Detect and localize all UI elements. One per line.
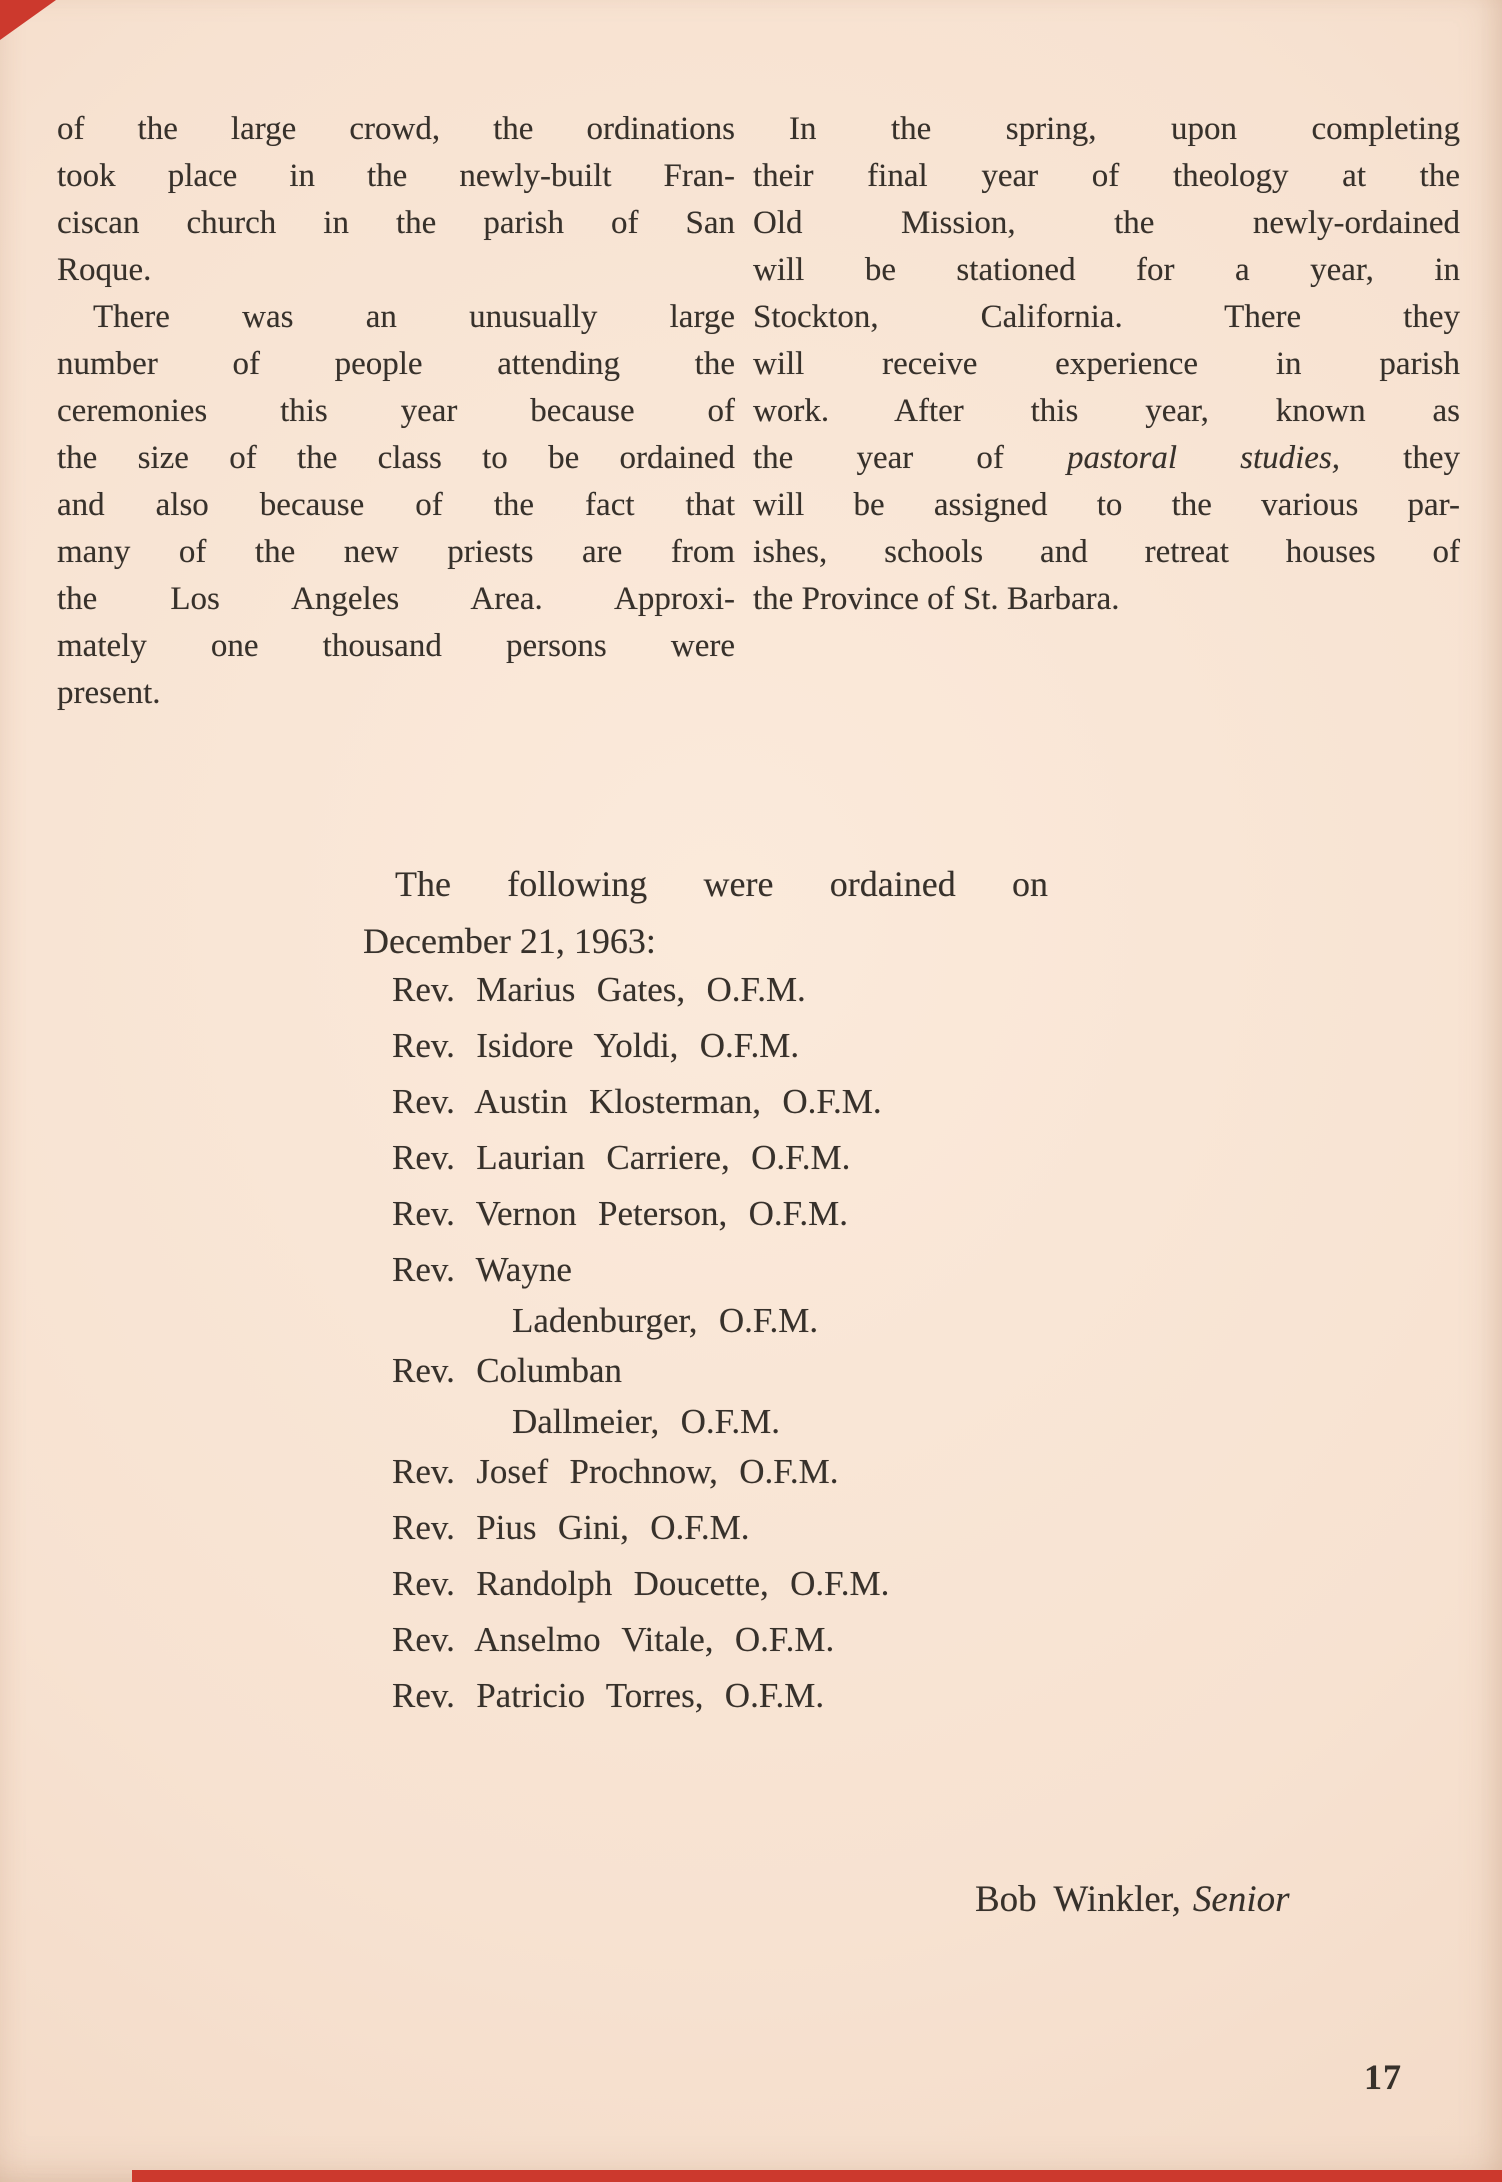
text-line: of the large crowd, the ordinations <box>57 111 735 147</box>
ordained-name <box>392 1668 1152 1724</box>
ordained-name <box>392 1186 1152 1242</box>
name-line: Rev. Laurian Carriere, O.F.M. <box>392 1138 851 1177</box>
text-line: the size of the class to be ordained <box>57 440 735 476</box>
name-line: Rev. Austin Klosterman, O.F.M. <box>392 1082 882 1121</box>
name-line: Rev. Randolph Doucette, O.F.M. <box>392 1564 890 1603</box>
text-line: the Los Angeles Area. Approxi- <box>57 581 735 617</box>
name-line: Rev. Vernon Peterson, O.F.M. <box>392 1194 848 1233</box>
ordained-name <box>392 1130 1152 1186</box>
text-line: There was an unusually large <box>93 299 735 335</box>
byline-name: Bob Winkler, <box>975 1879 1181 1920</box>
name-line: Rev. Wayne <box>392 1250 572 1289</box>
ordained-name <box>392 1612 1152 1668</box>
byline-title: Senior <box>1192 1879 1290 1920</box>
name-line: Rev. Columban <box>392 1351 623 1390</box>
ordination-intro <box>363 856 1048 970</box>
name-line: Rev. Josef Prochnow, O.F.M. <box>392 1452 839 1491</box>
text-line: the year of pastoral studies, they <box>753 440 1460 476</box>
name-continuation-line: Dallmeier, O.F.M. <box>512 1402 780 1441</box>
text-segment: pastoral studies, <box>1066 440 1341 476</box>
text-line: present. <box>57 675 161 711</box>
byline <box>975 1878 1290 1921</box>
name-line: Rev. Isidore Yoldi, O.F.M. <box>392 1026 800 1065</box>
text-line: many of the new priests are from <box>57 534 735 570</box>
text-line: Roque. <box>57 252 152 288</box>
ordained-name <box>392 1500 1152 1556</box>
ordained-name <box>392 1444 1152 1500</box>
ordained-name <box>392 1018 1152 1074</box>
text-line: mately one thousand persons were <box>57 628 735 664</box>
page-number: 17 <box>1364 2057 1402 2097</box>
ordained-name <box>392 962 1152 1018</box>
text-line: ishes, schools and retreat houses of <box>753 534 1460 570</box>
text-line: number of people attending the <box>57 346 735 382</box>
ordination-roster <box>392 962 1152 1724</box>
ordained-name <box>392 1242 1152 1343</box>
name-line: Rev. Marius Gates, O.F.M. <box>392 970 806 1009</box>
text-line: the Province of St. Barbara. <box>753 581 1120 617</box>
text-line: took place in the newly-built Fran- <box>57 158 735 194</box>
ordained-name <box>392 1343 1152 1444</box>
text-line: will be assigned to the various par- <box>753 487 1460 523</box>
text-line: Old Mission, the newly-ordained <box>753 205 1460 241</box>
left-column <box>57 106 735 717</box>
name-line: Rev. Anselmo Vitale, O.F.M. <box>392 1620 835 1659</box>
text-line: their final year of theology at the <box>753 158 1460 194</box>
text-line: In the spring, upon completing <box>789 111 1460 147</box>
name-line: Rev. Pius Gini, O.F.M. <box>392 1508 750 1547</box>
text-line: will receive experience in parish <box>753 346 1460 382</box>
ordained-name <box>392 1556 1152 1612</box>
text-line: ceremonies this year because of <box>57 393 735 429</box>
right-column <box>753 106 1460 717</box>
name-continuation-line: Ladenburger, O.F.M. <box>512 1301 819 1340</box>
ordained-name <box>392 1074 1152 1130</box>
name-line: Rev. Patricio Torres, O.F.M. <box>392 1676 825 1715</box>
text-line: ciscan church in the parish of San <box>57 205 735 241</box>
article-body <box>57 106 1460 717</box>
text-line: Stockton, California. There they <box>753 299 1460 335</box>
text-line: will be stationed for a year, in <box>753 252 1460 288</box>
ordination-intro-line: The following were ordained on <box>395 864 1048 904</box>
text-line: and also because of the fact that <box>57 487 735 523</box>
red-bottom-strip <box>132 2170 1502 2182</box>
red-corner-mark <box>0 0 56 40</box>
ordination-intro-line: December 21, 1963: <box>363 921 656 961</box>
text-line: work. After this year, known as <box>753 393 1460 429</box>
